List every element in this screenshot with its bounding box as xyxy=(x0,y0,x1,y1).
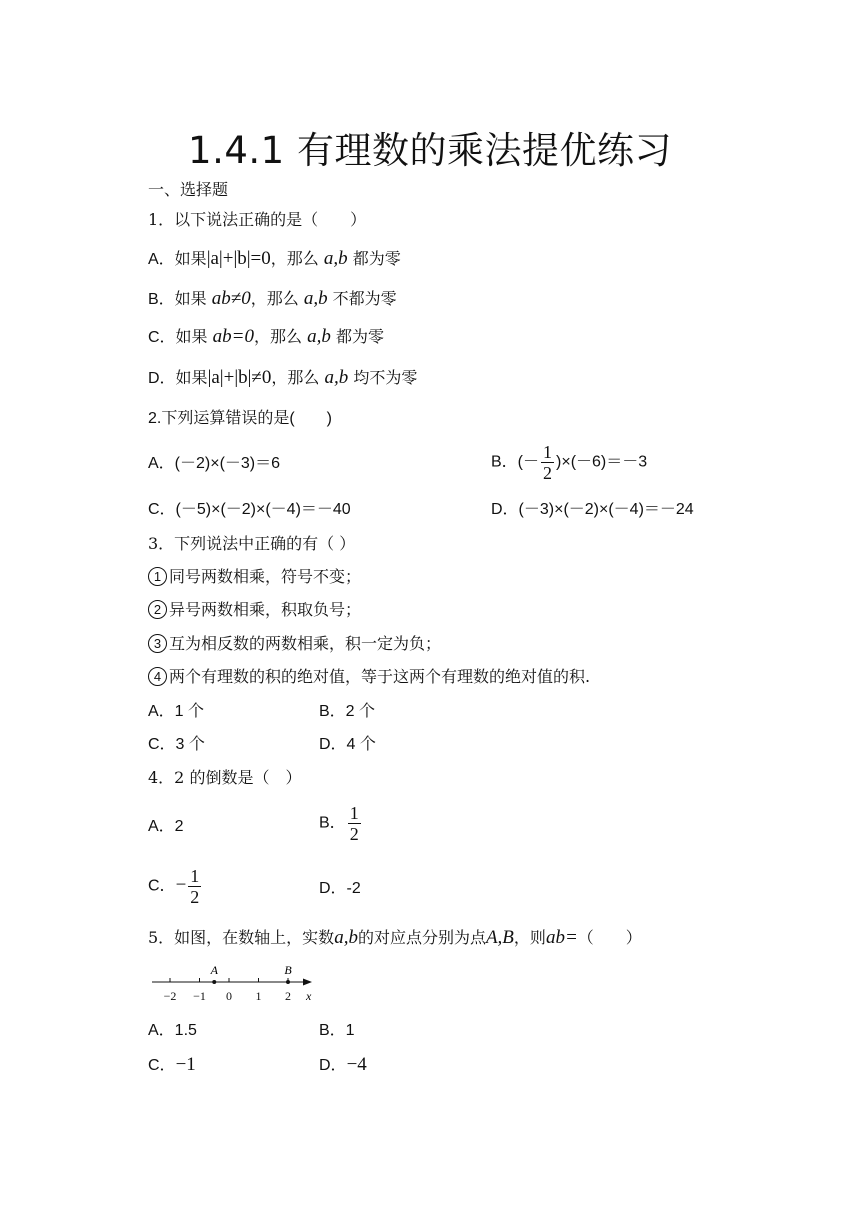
tick-label: −2 xyxy=(163,989,177,1003)
tick-label: 2 xyxy=(285,989,291,1003)
fraction: $\frac{1}{2}$ xyxy=(543,442,553,483)
q1-option-c: C．如果 ab=0，那么 a,b 都为零 xyxy=(148,326,384,347)
circled-number: 3 xyxy=(148,634,167,653)
q4-option-a: A．2 xyxy=(148,818,184,835)
arrow-head-icon xyxy=(303,979,312,986)
fraction: $\frac{1}{2}$ xyxy=(349,803,359,844)
q3-option-d: D．4 个 xyxy=(319,736,376,753)
number-line-figure xyxy=(148,962,318,1004)
tick-label: 1 xyxy=(255,989,262,1003)
q5-option-d: D．−4 xyxy=(319,1054,367,1075)
point-a xyxy=(212,980,216,984)
q3-stem: 3．下列说法中正确的有（ ） xyxy=(148,534,356,553)
axis-x-label: x xyxy=(306,989,312,1003)
point-b xyxy=(286,980,290,984)
q1-option-d: D．如果|a|+|b|≠0，那么 a,b 均不为零 xyxy=(148,367,418,388)
q1-option-a: A．如果|a|+|b|=0，那么 a,b 都为零 xyxy=(148,248,401,269)
q5-option-a: A．1.5 xyxy=(148,1022,197,1039)
section-heading: 一、选择题 xyxy=(148,180,229,199)
fraction: $\frac{1}{2}$ xyxy=(190,866,200,907)
point-b-label: B xyxy=(284,963,292,977)
circled-number: 1 xyxy=(148,567,167,586)
q3-option-b: B．2 个 xyxy=(319,703,376,720)
q2-stem: 2.下列运算错误的是( ) xyxy=(148,410,333,427)
circled-number: 2 xyxy=(148,600,167,619)
q4-option-b: B． $\frac{1}{2}$ xyxy=(319,803,359,844)
q1-option-b: B．如果 ab≠0，那么 a,b 不都为零 xyxy=(148,288,397,309)
q1-stem: 1．以下说法正确的是（ ） xyxy=(148,210,367,229)
q3-statement-1: 1 同号两数相乘，符号不变； xyxy=(148,567,361,587)
q2-option-a: A．(－2)×(－3)＝6 xyxy=(148,455,281,472)
point-a-label: A xyxy=(210,963,218,977)
q2-option-d: D．(－3)×(－2)×(－4)＝－24 xyxy=(491,501,694,518)
q5-option-b: B．1 xyxy=(319,1022,355,1039)
circled-number: 4 xyxy=(148,667,167,686)
q3-statement-3: 3 互为相反数的两数相乘，积一定为负； xyxy=(148,634,441,654)
tick-label: 0 xyxy=(226,989,232,1003)
q5-stem: 5．如图，在数轴上，实数a,b的对应点分别为点A,B，则ab=（ ） xyxy=(148,927,642,948)
q3-option-c: C．3 个 xyxy=(148,736,205,753)
q2-option-c: C．(－5)×(－2)×(－4)＝－40 xyxy=(148,501,351,518)
q4-stem: 4．2 的倒数是（ ） xyxy=(148,768,302,787)
tick-label: −1 xyxy=(193,989,206,1003)
q3-statement-2: 2 异号两数相乘，积取负号； xyxy=(148,600,361,620)
q3-option-a: A．1 个 xyxy=(148,703,205,720)
q3-statement-4: 4 两个有理数的积的绝对值，等于这两个有理数的绝对值的积. xyxy=(148,667,590,687)
q4-option-d: D．-2 xyxy=(319,880,361,897)
q5-option-c: C．−1 xyxy=(148,1054,196,1075)
q2-option-b: B．(－ $\frac{1}{2}$ )×(－6)＝－3 xyxy=(491,442,648,483)
page-title: 1.4.1 有理数的乘法提优练习 xyxy=(188,129,672,172)
q4-option-c: C．− $\frac{1}{2}$ xyxy=(148,866,200,907)
q1-a-condition: |a|+|b|=0 xyxy=(206,248,271,269)
